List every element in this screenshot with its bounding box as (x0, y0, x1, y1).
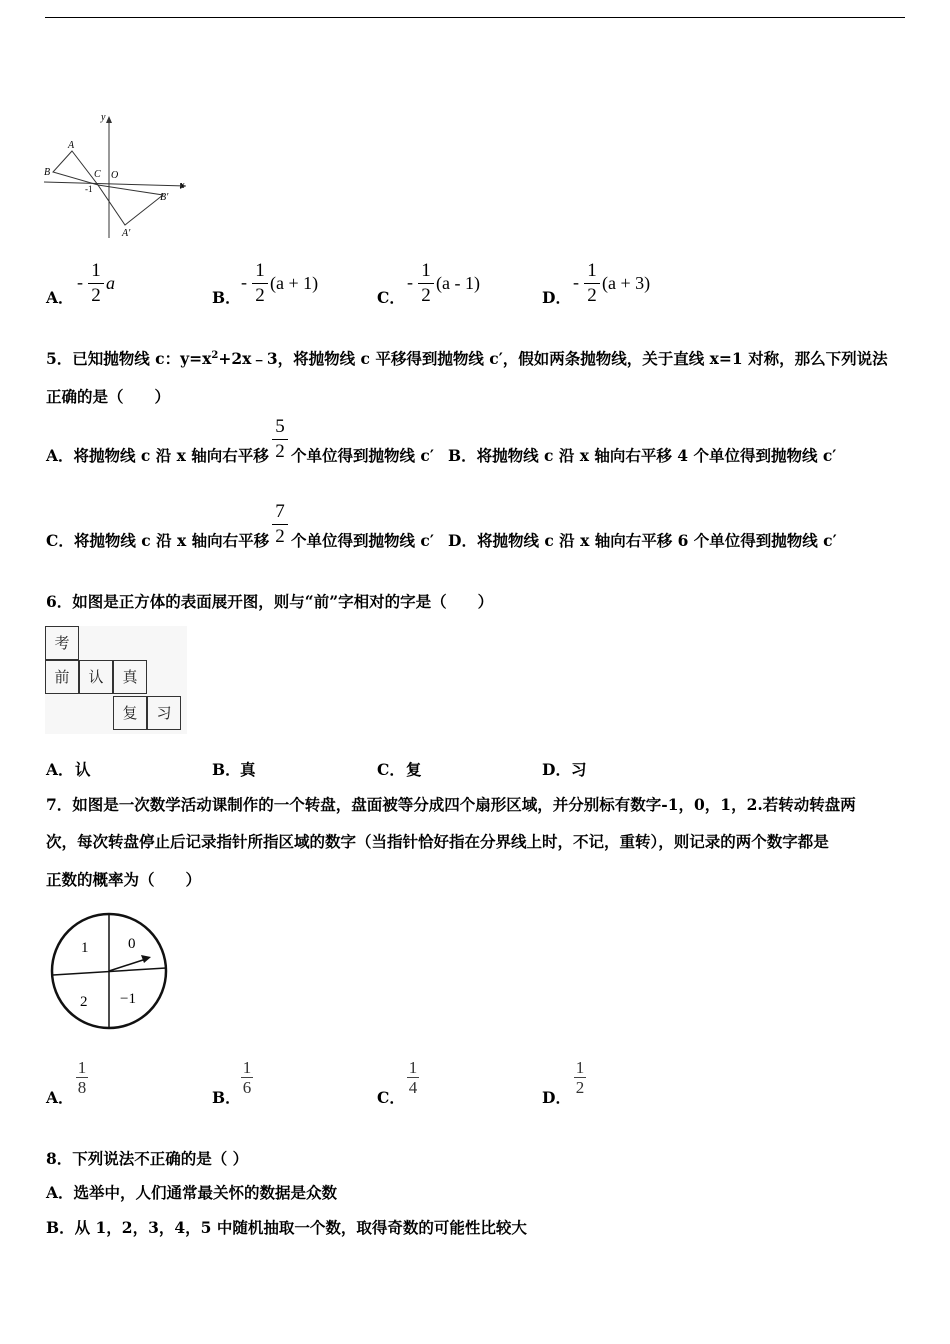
triangle-image (98, 185, 163, 225)
option-c-text-post: 个单位得到抛物线 c′ (291, 531, 434, 550)
sector-label-2: 2 (80, 994, 88, 1010)
label-C: C (94, 169, 101, 180)
triangle-abc (53, 151, 98, 185)
x-axis (44, 182, 186, 186)
option-text: 真 (240, 760, 256, 779)
q5-option-d[interactable]: D．将抛物线 c 沿 x 轴向右平移 6 个单位得到抛物线 c′ (448, 531, 837, 550)
label-O: O (111, 170, 119, 181)
q7-stem-line1: 7．如图是一次数学活动课制作的一个转盘，盘面被等分成四个扇形区域，并分别标有数字-1，0，1，2.若转动转盘两 (46, 795, 856, 814)
exponent: 2 (211, 349, 219, 361)
q8-option-b[interactable]: B．从 1，2，3，4，5 中随机抽取一个数，取得奇数的可能性比较大 (46, 1218, 527, 1237)
option-letter: A． (46, 760, 74, 779)
expression: (a + 3) (602, 273, 651, 293)
denominator: 2 (91, 285, 101, 306)
minus-sign: - (77, 272, 83, 292)
label-y: y (101, 112, 106, 123)
fraction (407, 1058, 419, 1097)
option-letter: C． (377, 760, 405, 779)
option-text: 习 (571, 760, 587, 779)
expression: a (106, 273, 115, 293)
cell-zhen: 真 (113, 660, 147, 694)
cell-ren: 认 (79, 660, 113, 694)
spinner-figure (48, 908, 174, 1038)
option-letter: D． (542, 1088, 571, 1107)
expression: (a - 1) (436, 273, 480, 293)
cube-net-figure (45, 626, 187, 734)
numerator: 1 (408, 1058, 418, 1077)
q4-coordinate-figure (40, 108, 192, 240)
denominator: 2 (275, 441, 285, 462)
denominator: 8 (77, 1078, 87, 1097)
minus-sign: - (407, 272, 413, 292)
q7-stem-line3: 正数的概率为（ ） (46, 870, 202, 889)
label-neg1: -1 (85, 184, 93, 194)
cell-fu: 复 (113, 696, 147, 730)
option-text: 认 (75, 760, 91, 779)
option-letter: B． (212, 288, 241, 307)
numerator: 5 (275, 416, 285, 437)
denominator: 2 (587, 285, 597, 306)
option-c-text-pre: C．将抛物线 c 沿 x 轴向右平移 (46, 531, 270, 550)
minus-sign: - (573, 272, 579, 292)
numerator: 1 (91, 260, 101, 281)
numerator: 1 (242, 1058, 252, 1077)
minus-sign: - (241, 272, 247, 292)
fraction (252, 260, 268, 307)
header-rule (45, 17, 905, 18)
cell-xi: 习 (147, 696, 181, 730)
numerator: 1 (77, 1058, 87, 1077)
expression: (a + 1) (270, 273, 319, 293)
cell-qian: 前 (45, 660, 79, 694)
q7-stem-line2: 次，每次转盘停止后记录指针所指区域的数字（当指针恰好指在分界线上时，不记，重转），则记录的两个数字都是 (46, 832, 829, 851)
sector-label-1: 1 (81, 940, 89, 956)
denominator: 2 (255, 285, 265, 306)
label-A: A (68, 140, 75, 151)
numerator: 1 (587, 260, 597, 281)
sector-label-neg1: −1 (120, 991, 136, 1007)
label-A-prime: A′ (122, 228, 131, 239)
option-letter: D． (542, 760, 571, 779)
denominator: 2 (275, 526, 285, 547)
fraction (574, 1058, 586, 1097)
numerator: 1 (255, 260, 265, 281)
option-letter: B． (212, 1088, 241, 1107)
option-text: 复 (406, 760, 422, 779)
q5-stem-line2: 正确的是（ ） (46, 387, 171, 406)
fraction (88, 260, 104, 307)
fraction (272, 416, 288, 463)
fraction (584, 260, 600, 307)
numerator: 1 (421, 260, 431, 281)
label-x: x (180, 180, 185, 191)
denominator: 2 (575, 1078, 585, 1097)
option-a-text-post: 个单位得到抛物线 c′ (291, 446, 434, 465)
label-B-prime: B′ (160, 192, 169, 203)
denominator: 4 (408, 1078, 418, 1097)
option-letter: B． (212, 760, 241, 779)
sector-label-0: 0 (128, 936, 136, 952)
q5-option-b[interactable]: B．将抛物线 c 沿 x 轴向右平移 4 个单位得到抛物线 c′ (448, 446, 837, 465)
q5-stem-line1: 5．已知抛物线 c：$y=x^2+2x﹣3$，将抛物线 c 平移得到抛物线 c′，假如两条抛物线，关于直线 x=1 对称，那么下列说法 (46, 349, 888, 368)
option-letter: A． (46, 1088, 74, 1107)
option-letter: A． (46, 288, 74, 307)
label-B: B (44, 167, 51, 178)
fraction (272, 501, 288, 548)
denominator: 6 (242, 1078, 252, 1097)
fraction (241, 1058, 253, 1097)
option-letter: C． (377, 288, 405, 307)
q6-stem: 6．如图是正方体的表面展开图，则与“前”字相对的字是（ ） (46, 592, 494, 611)
q8-stem: 8．下列说法不正确的是（ ） (46, 1149, 249, 1168)
option-letter: D． (542, 288, 571, 307)
denominator: 2 (421, 285, 431, 306)
cell-kao: 考 (45, 626, 79, 660)
option-a-text-pre: A．将抛物线 c 沿 x 轴向右平移 (46, 446, 269, 465)
option-letter: C． (377, 1088, 405, 1107)
numerator: 1 (575, 1058, 585, 1077)
fraction (418, 260, 434, 307)
numerator: 7 (275, 501, 285, 522)
fraction (76, 1058, 88, 1097)
q8-option-a[interactable]: A．选举中，人们通常最关怀的数据是众数 (46, 1183, 338, 1202)
